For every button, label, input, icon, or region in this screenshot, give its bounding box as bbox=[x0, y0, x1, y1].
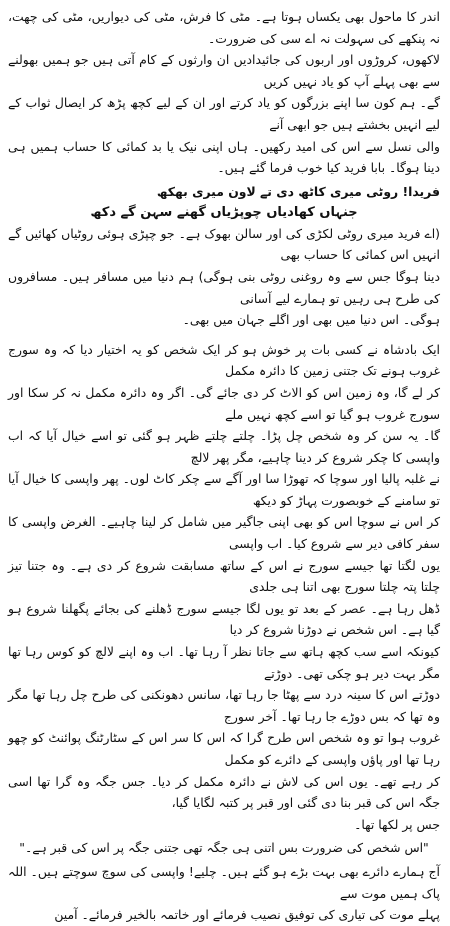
text-line: کر اس نے سوچا اس کو بھی اپنی جاگیر میں شامل کر لینا چاہیے۔ الغرض واپسی کا سفر کافی دیر سے شروع کیا۔ اب واپسی bbox=[8, 514, 440, 552]
verse-block bbox=[8, 181, 440, 223]
text-line: کر رہے تھے۔ یوں اس کی لاش نے دائرہ مکمل کر دیا۔ جس جگہ وہ گرا تھا اسی جگہ اس کی قبر بنا دی گئی اور قبر پر کتبہ لگایا گیا، bbox=[8, 773, 440, 811]
text-line: گے۔ ہم کون سا اپنے بزرگوں کو یاد کرتے اور ان کے لیے کچھ پڑھ کر ایصال ثواب کے لیے انہیں بخشتے ہیں جو ابھی آنے bbox=[8, 95, 440, 132]
verse-heading: فریدا! روٹی میری کاٹھ دی تے لاون میری بھکھ bbox=[156, 183, 440, 199]
text-line: پہلے موت کی تیاری کی توفیق نصیب فرمائے اور خاتمہ بالخیر فرمائے۔ آمین bbox=[54, 907, 440, 923]
text-line: دوڑتے اس کا سینہ درد سے پھٹا جا رہا تھا، سانس دھونکنی کی طرح چل رہا تھا مگر وہ تھا کہ بس دوڑے جا رہا تھا۔ آخر سورج bbox=[8, 687, 440, 724]
text-line: نے غلبہ پالیا اور سوچا کہ تھوڑا سا اور آگے سے چکر کاٹ لوں۔ پھر واپسی کا خیال آیا تو سامنے کے خوبصورت پہاڑ کو دیکھ bbox=[8, 471, 440, 508]
text-line: گا۔ یہ سن کر وہ شخص چل پڑا۔ چلتے چلتے ظہر ہو گئی تو اسے خیال آیا کہ اب واپسی کا چکر شروع کر دینا چاہیے، مگر پھر لالچ bbox=[8, 428, 440, 465]
text-line: والی نسل سے اس کی امید رکھیں۔ ہاں اپنی نیک یا بد کمائی کا حساب ہمیں ہی دینا ہوگا۔ بابا فرید کیا خوب فرما گئے ہیں۔ bbox=[8, 138, 440, 176]
text-line: دینا ہوگا جس سے وہ روغنی روٹی بنی ہوگی) ہم دنیا میں مسافر ہیں۔ مسافروں کی طرح ہی رہیں تو ہمارے لیے آسانی bbox=[8, 268, 440, 306]
paragraph-4 bbox=[8, 861, 440, 926]
paragraph-2 bbox=[8, 223, 440, 331]
text-line: ایک بادشاہ نے کسی بات پر خوش ہو کر ایک شخص کو یہ اختیار دیا کہ وہ سورج غروب ہونے تک جتنی زمین کا دائرہ مکمل bbox=[8, 341, 440, 379]
text-line: لاکھوں، کروڑوں اور اربوں کی جائیدادیں ان وارثوں کے کام آتی ہیں جو ہمیں بھولنے سے بھی پہلے آپ کو یاد نہیں کریں bbox=[8, 52, 440, 89]
text-line: غروب ہوا تو وہ شخص اس طرح گرا کہ اس کا سر اس کے سٹارٹنگ پوائنٹ کو چھو رہا تھا اور پاؤں واپسی کے دائرے کو مکمل bbox=[8, 730, 440, 767]
text-line: ڈھل رہا ہے۔ عصر کے بعد تو یوں لگا جیسے سورج ڈھلنے کی بجائے پگھلنا شروع ہو گیا ہے۔ اس شخص نے دوڑنا شروع کر دیا bbox=[8, 600, 440, 638]
text-line: جس پر لکھا تھا۔ bbox=[354, 816, 440, 832]
text-line: (اے فرید میری روٹی لکڑی کی اور سالن بھوک ہے۔ جو چپڑی ہوئی روٹیاں کھائیں گے انہیں اس کمائی کا حساب بھی bbox=[8, 225, 440, 263]
text-line: کر لے گا، وہ زمین اس کو الاٹ کر دی جائے گی۔ اگر وہ دائرہ مکمل نہ کر سکا اور سورج غروب ہو گیا تو اسے کچھ نہیں ملے bbox=[8, 384, 440, 422]
text-line: کیونکہ اسے سب کچھ ہاتھ سے جاتا نظر آ رہا تھا۔ اب وہ اپنے لالچ کو کوس رہا تھا مگر بہت دیر ہو چکی تھی۔ دوڑتے bbox=[8, 644, 440, 681]
verse-line: جنہاں کھادیاں چوپڑیاں گھنے سہن گے دکھ bbox=[90, 204, 358, 220]
paragraph-3 bbox=[8, 339, 440, 836]
epitaph-quote: "اس شخص کی ضرورت بس اتنی ہی جگہ تھی جتنی جگہ پر اس کی قبر ہے۔" bbox=[19, 840, 429, 856]
text-line: آج ہمارے دائرے بھی بہت بڑے ہو گئے ہیں۔ چلیے! واپسی کی سوچ سوچتے ہیں۔ اللہ پاک ہمیں موت سے bbox=[8, 863, 440, 901]
text-line: اندر کا ماحول بھی یکساں ہوتا ہے۔ مٹی کا فرش، مٹی کی دیواریں، مٹی کی چھت، نہ پنکھے کی سہولت نہ اے سی کی ضرورت۔ bbox=[8, 9, 440, 46]
text-line: ہوگی۔ اس دنیا میں بھی اور اگلے جہان میں بھی۔ bbox=[182, 312, 440, 328]
paragraph-1 bbox=[8, 6, 440, 179]
text-line: یوں لگتا تھا جیسے سورج نے اس کے ساتھ مسابقت شروع کر دی ہے۔ وہ جتنا تیز چلتا پتہ چلتا سورج بھی اتنا ہی جلدی bbox=[8, 557, 440, 595]
